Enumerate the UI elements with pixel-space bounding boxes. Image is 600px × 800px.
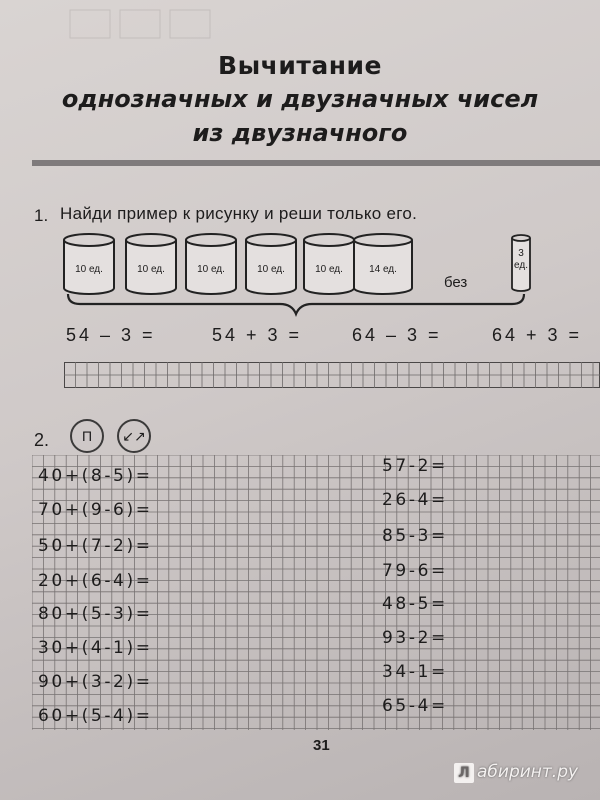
page-number: 31 bbox=[313, 737, 330, 754]
left-example: 30+(4-1)= bbox=[38, 638, 153, 658]
can-label: 14 ед. bbox=[369, 264, 397, 275]
watermark-text: абиринт.ру bbox=[477, 762, 579, 782]
expression-2: 54 + 3 = bbox=[212, 325, 303, 345]
can bbox=[304, 234, 354, 294]
small-can-label: 3 bbox=[518, 248, 524, 259]
can bbox=[354, 234, 412, 294]
brace bbox=[68, 294, 524, 314]
expression-4: 64 + 3 = bbox=[492, 325, 583, 345]
cans-illustration bbox=[60, 232, 540, 322]
can bbox=[126, 234, 176, 294]
right-example: 79-6= bbox=[382, 561, 448, 581]
can bbox=[64, 234, 114, 294]
left-example: 80+(5-3)= bbox=[38, 604, 153, 624]
expression-1: 54 – 3 = bbox=[66, 325, 156, 345]
title-line-2: однозначных и двузначных чисел bbox=[61, 85, 539, 113]
right-example: 57-2= bbox=[382, 456, 448, 476]
expression-3: 64 – 3 = bbox=[352, 325, 442, 345]
right-example: 65-4= bbox=[382, 696, 448, 716]
left-example: 50+(7-2)= bbox=[38, 536, 153, 556]
watermark bbox=[454, 762, 578, 783]
right-example: 48-5= bbox=[382, 594, 448, 614]
watermark-logo-icon: Л bbox=[454, 763, 474, 783]
bleed-through-text bbox=[0, 0, 600, 40]
arrows-icon: ↙↗ bbox=[117, 419, 151, 453]
right-example: 93-2= bbox=[382, 628, 448, 648]
can-label: 10 ед. bbox=[75, 264, 103, 275]
right-example: 85-3= bbox=[382, 526, 448, 546]
p-icon: П bbox=[70, 419, 104, 453]
task-2-number: 2. bbox=[34, 430, 50, 450]
right-example: 26-4= bbox=[382, 490, 448, 510]
can bbox=[186, 234, 236, 294]
small-can-label: ед. bbox=[514, 260, 528, 271]
task-1-number: 1. bbox=[34, 206, 49, 225]
without-label: без bbox=[444, 274, 468, 291]
right-example: 34-1= bbox=[382, 662, 448, 682]
title-line-3: из двузначного bbox=[192, 119, 408, 147]
title-divider bbox=[32, 160, 600, 166]
can-label: 10 ед. bbox=[137, 264, 165, 275]
small-can bbox=[512, 235, 530, 291]
page-title bbox=[0, 50, 600, 150]
left-example: 40+(8-5)= bbox=[38, 466, 153, 486]
left-example: 70+(9-6)= bbox=[38, 500, 153, 520]
task-1-instruction: Найди пример к рисунку и реши только его. bbox=[60, 204, 418, 223]
title-line-1: Вычитание bbox=[218, 51, 382, 80]
left-example: 20+(6-4)= bbox=[38, 571, 153, 591]
can-label: 10 ед. bbox=[197, 264, 225, 275]
answer-strip[interactable] bbox=[64, 362, 600, 388]
left-example: 90+(3-2)= bbox=[38, 672, 153, 692]
can-label: 10 ед. bbox=[315, 264, 343, 275]
can bbox=[246, 234, 296, 294]
can-label: 10 ед. bbox=[257, 264, 285, 275]
left-example: 60+(5-4)= bbox=[38, 706, 153, 726]
